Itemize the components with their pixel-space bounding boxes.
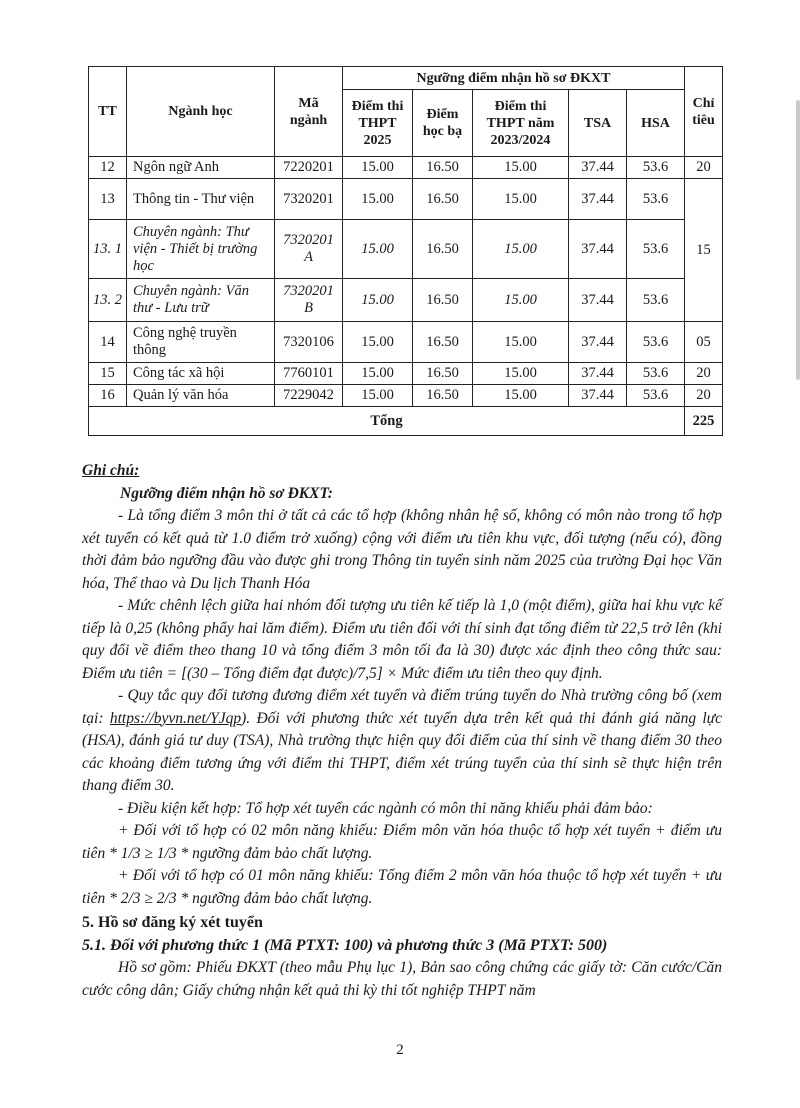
cell-quota: 20 <box>685 385 723 407</box>
cell-code: 7320201 A <box>275 220 343 279</box>
cell-tsa: 37.44 <box>569 279 627 322</box>
cell-major: Công nghệ truyền thông <box>127 322 275 363</box>
note-paragraph-2: - Mức chênh lệch giữa hai nhóm đối tượng ưu tiên kế tiếp là 1,0 (một điểm), giữa hai khu vực kế tiếp là 0,25 (không phẩy hai lăm điểm). Điểm ưu tiên đối với thí sinh đạt tổng điểm từ 22,5 trở lên (khi quy đổi về điểm theo thang 10 và tổng điểm 3 môn tối đa là 30) được xác định theo công thức sau: Điểm ưu tiên = [(30 – Tổng điểm đạt được)/7,5] × Mức điểm ưu tiên theo quy định. <box>82 597 722 682</box>
header-thpt-2025: Điểm thi THPT 2025 <box>343 90 413 157</box>
cell-hoc-ba: 16.50 <box>413 179 473 220</box>
notes-label <box>82 460 722 483</box>
cell-hoc-ba: 16.50 <box>413 279 473 322</box>
cell-major: Chuyên ngành: Thư viện - Thiết bị trường học <box>127 220 275 279</box>
section-5-1-heading: 5.1. Đối với phương thức 1 (Mã PTXT: 100) và phương thức 3 (Mã PTXT: 500) <box>82 936 608 954</box>
cell-hsa: 53.6 <box>627 363 685 385</box>
table-total-row <box>89 407 723 436</box>
total-value: 225 <box>685 407 723 436</box>
header-major: Ngành học <box>127 67 275 157</box>
cell-tt: 15 <box>89 363 127 385</box>
note-paragraph-3-end: ). Đối với phương thức xét tuyển dựa trên kết quả thi đánh giá năng lực (HSA), đánh giá tư duy (TSA), Nhà trường thực hiện quy đổi điểm của thí sinh về thang điểm 30 theo các khoảng điểm tương ứng với điểm thi THPT, điểm xét trúng tuyển của thí sinh sẽ thực hiện trên thang điểm 30. <box>82 709 722 794</box>
table-row <box>89 179 723 220</box>
page-number: 2 <box>396 1042 404 1058</box>
cell-code: 7320201 <box>275 179 343 220</box>
cell-hsa: 53.6 <box>627 157 685 179</box>
cell-thpt-2023-2024: 15.00 <box>473 363 569 385</box>
note-paragraph-6: + Đối với tổ hợp có 01 môn năng khiếu: Tổng điểm 2 môn văn hóa thuộc tổ hợp xét tuyển + ưu tiên * 2/3 ≥ 2/3 * ngưỡng đảm bảo chất lượng. <box>82 867 722 907</box>
cell-tt: 13. 2 <box>89 279 127 322</box>
cell-quota: 20 <box>685 157 723 179</box>
cell-tsa: 37.44 <box>569 385 627 407</box>
cell-major: Thông tin - Thư viện <box>127 179 275 220</box>
cell-thpt-2023-2024: 15.00 <box>473 179 569 220</box>
notes-subtitle: Ngưỡng điểm nhận hồ sơ ĐKXT: <box>120 484 333 502</box>
cell-thpt-2025: 15.00 <box>343 363 413 385</box>
cell-thpt-2023-2024: 15.00 <box>473 279 569 322</box>
cell-tt: 13 <box>89 179 127 220</box>
note-paragraph-5: + Đối với tổ hợp có 02 môn năng khiếu: Điểm môn văn hóa thuộc tổ hợp xét tuyển + điểm ưu tiên * 1/3 ≥ 1/3 * ngưỡng đảm bảo chất lượng. <box>82 822 722 862</box>
cell-thpt-2025: 15.00 <box>343 179 413 220</box>
cell-hoc-ba: 16.50 <box>413 385 473 407</box>
cell-tsa: 37.44 <box>569 363 627 385</box>
cell-thpt-2025: 15.00 <box>343 322 413 363</box>
note-paragraph-4: - Điều kiện kết hợp: Tổ hợp xét tuyển các ngành có môn thi năng khiếu phải đảm bảo: <box>118 799 653 817</box>
note-paragraph-3 <box>82 685 722 798</box>
cell-code: 7320106 <box>275 322 343 363</box>
cell-hsa: 53.6 <box>627 322 685 363</box>
cell-tt: 14 <box>89 322 127 363</box>
notes-section <box>82 460 722 1002</box>
table-row <box>89 363 723 385</box>
cell-major: Chuyên ngành: Văn thư - Lưu trữ <box>127 279 275 322</box>
table-row <box>89 385 723 407</box>
note-paragraph-1: - Là tổng điểm 3 môn thi ở tất cả các tổ hợp (không nhân hệ số, không có môn nào trong tổ hợp xét tuyển có kết quả từ 1.0 điểm trở xuống) cộng với điểm ưu tiên khu vực, đối tượng (nếu có), đồng thời đảm bảo ngưỡng đầu vào được ghi trong Thông tin tuyển sinh năm 2025 của trường Đại học Văn hóa, Thể thao và Du lịch Thanh Hóa <box>82 507 722 592</box>
cell-tt: 13. 1 <box>89 220 127 279</box>
table-header-row <box>89 67 723 90</box>
table-row <box>89 157 723 179</box>
cell-code: 7229042 <box>275 385 343 407</box>
note-paragraph-3-start: - Quy tắc quy đổi tương đương điểm xét tuyển và điểm trúng tuyển do Nhà trường công bố (xem tại: <box>82 687 722 727</box>
cell-tsa: 37.44 <box>569 157 627 179</box>
section-5-heading: 5. Hồ sơ đăng ký xét tuyển <box>82 914 263 931</box>
cell-thpt-2023-2024: 15.00 <box>473 385 569 407</box>
header-thpt-2023-2024: Điểm thi THPT năm 2023/2024 <box>473 90 569 157</box>
cell-tsa: 37.44 <box>569 322 627 363</box>
cell-thpt-2023-2024: 15.00 <box>473 157 569 179</box>
cell-hoc-ba: 16.50 <box>413 363 473 385</box>
scrollbar-indicator[interactable] <box>796 100 800 380</box>
cell-thpt-2025: 15.00 <box>343 385 413 407</box>
table-row <box>89 220 723 279</box>
cell-major: Công tác xã hội <box>127 363 275 385</box>
header-quota: Chỉ tiêu <box>685 67 723 157</box>
section-5-1-body: Hồ sơ gồm: Phiếu ĐKXT (theo mẫu Phụ lục 1), Bản sao công chứng các giấy tờ: Căn cước/Căn cước công dân; Giấy chứng nhận kết quả thi kỳ thi tốt nghiệp THPT năm <box>82 959 722 999</box>
conversion-rules-link[interactable]: https://byvn.net/YJqp <box>109 709 242 727</box>
cell-hsa: 53.6 <box>627 220 685 279</box>
header-code: Mã ngành <box>275 67 343 157</box>
cell-major: Ngôn ngữ Anh <box>127 157 275 179</box>
cell-tt: 16 <box>89 385 127 407</box>
cell-code: 7220201 <box>275 157 343 179</box>
cell-hsa: 53.6 <box>627 279 685 322</box>
cell-quota: 15 <box>685 179 723 322</box>
table-row <box>89 322 723 363</box>
cell-thpt-2025: 15.00 <box>343 157 413 179</box>
cell-quota: 20 <box>685 363 723 385</box>
cell-code: 7760101 <box>275 363 343 385</box>
cell-tt: 12 <box>89 157 127 179</box>
cell-hsa: 53.6 <box>627 179 685 220</box>
cell-thpt-2023-2024: 15.00 <box>473 322 569 363</box>
table-row <box>89 279 723 322</box>
cell-major: Quản lý văn hóa <box>127 385 275 407</box>
header-hsa: HSA <box>627 90 685 157</box>
cell-thpt-2023-2024: 15.00 <box>473 220 569 279</box>
notes-label-text: Ghi chú: <box>82 462 140 479</box>
cell-code: 7320201 B <box>275 279 343 322</box>
header-tsa: TSA <box>569 90 627 157</box>
header-hoc-ba: Điểm học bạ <box>413 90 473 157</box>
header-threshold-group: Ngưỡng điểm nhận hồ sơ ĐKXT <box>343 67 685 90</box>
cell-thpt-2025: 15.00 <box>343 279 413 322</box>
cell-hoc-ba: 16.50 <box>413 322 473 363</box>
cell-thpt-2025: 15.00 <box>343 220 413 279</box>
total-label: Tổng <box>89 407 685 436</box>
cell-quota: 05 <box>685 322 723 363</box>
header-tt: TT <box>89 67 127 157</box>
cell-hoc-ba: 16.50 <box>413 157 473 179</box>
admission-threshold-table <box>88 66 723 436</box>
cell-hsa: 53.6 <box>627 385 685 407</box>
cell-tsa: 37.44 <box>569 179 627 220</box>
cell-tsa: 37.44 <box>569 220 627 279</box>
cell-hoc-ba: 16.50 <box>413 220 473 279</box>
